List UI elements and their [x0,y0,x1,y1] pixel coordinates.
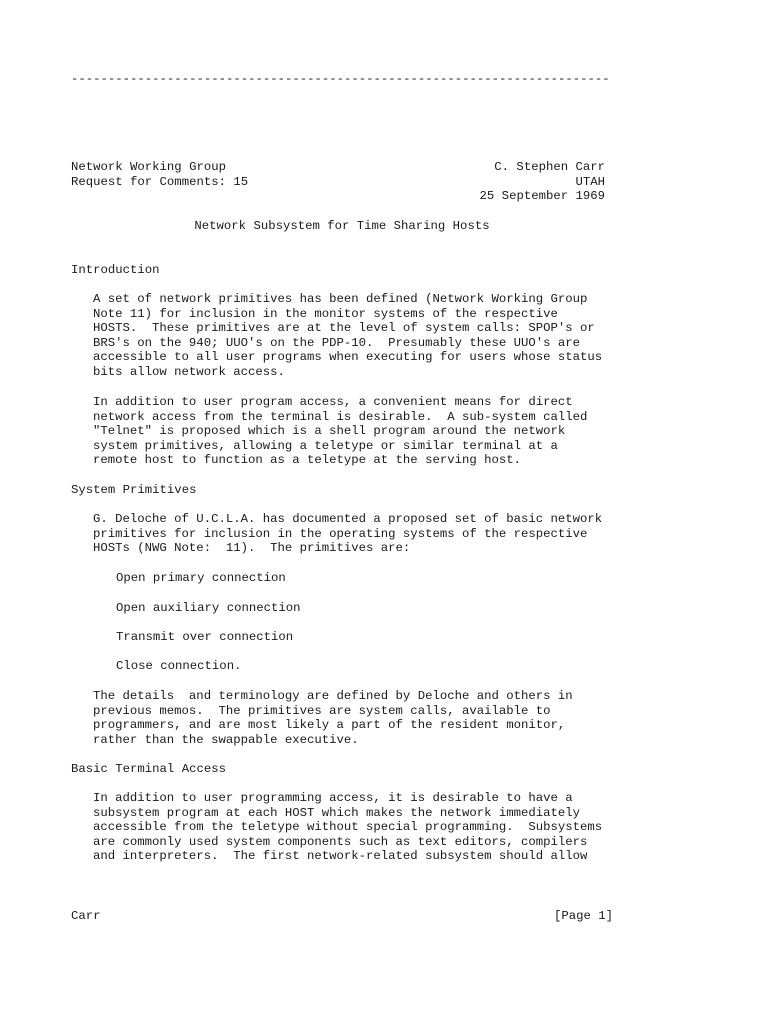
section-heading-basic-terminal-access: Basic Terminal Access [71,762,226,776]
section-heading-system-primitives: System Primitives [71,483,197,497]
list-item: Open auxiliary connection [116,601,301,615]
footer-page-number: [Page 1] [553,909,613,923]
footer-author: Carr [71,909,101,923]
list-item: Open primary connection [116,571,286,585]
introduction-paragraph-1: A set of network primitives has been defined (Network Working Group Note 11) for inclusion in the monitor systems of the respective HOSTS. These primitives are at the level of system calls: SPOP's or BRS's on the 940; UUO's on the PDP-10. Presumably these UUO's are accessible to all user programs when executing for users whose status bits allow network access. [93,292,603,379]
separator-line: ------------------------------------------------------------------------- [71,72,610,86]
header-date: 25 September 1969 [479,189,605,203]
header-organization: UTAH [575,175,605,189]
header-rfc-number: Request for Comments: 15 [71,175,249,189]
section-heading-introduction: Introduction [71,263,160,277]
basic-terminal-access-paragraph-1: In addition to user programming access, it is desirable to have a subsystem program at each HOST which makes the network immediately accessible from the teletype without special programming. Subsystems are commonly used system components such as text editors, compilers and interpreters. The first network-related subsystem should allow [93,791,603,864]
system-primitives-paragraph-2: The details and terminology are defined by Deloche and others in previous memos. The primitives are system calls, available to programmers, and are most likely a part of the resident monitor, rather than the swappable executive. [93,689,573,747]
header-group: Network Working Group [71,160,226,174]
introduction-paragraph-2: In addition to user program access, a convenient means for direct network access from the terminal is desirable. A sub-system called "Telnet" is proposed which is a shell program around the network system primitives, allowing a teletype or similar terminal at a remote host to function as a teletype at the serving host. [93,395,588,468]
header-author: C. Stephen Carr [494,160,605,174]
system-primitives-paragraph-1: G. Deloche of U.C.L.A. has documented a proposed set of basic network primitives for inclusion in the operating systems of the respective HOSTs (NWG Note: 11). The primitives are: [93,512,603,556]
list-item: Close connection. [116,659,242,673]
list-item: Transmit over connection [116,630,294,644]
document-title: Network Subsystem for Time Sharing Hosts [194,219,490,233]
